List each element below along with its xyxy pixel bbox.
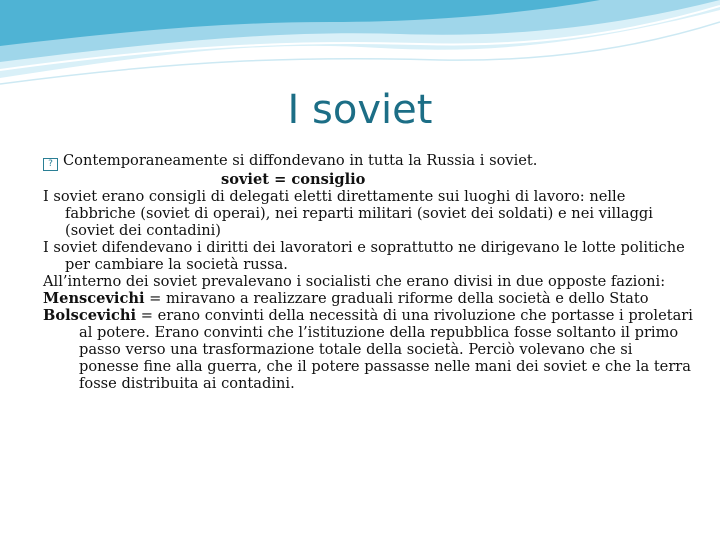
paragraph-menscevichi: [43, 290, 693, 307]
paragraph-composition: I soviet erano consigli di delegati eletti direttamente sui luoghi di lavoro: nelle fabbriche (soviet di operai), nei reparti militari (soviet dei soldati) e nei villaggi (soviet dei contadini): [43, 188, 653, 239]
term-menscevichi: Menscevichi: [43, 290, 145, 307]
header-wave-decoration: [0, 0, 720, 90]
paragraph-bolscevichi: [43, 307, 693, 392]
bullet-box-icon: ?: [43, 158, 58, 171]
text-line-1: Contemporaneamente si diffondevano in tutta la Russia i soviet.: [63, 152, 538, 169]
definition-line: soviet = consiglio: [221, 171, 366, 188]
paragraph-role: I soviet difendevano i diritti dei lavoratori e soprattutto ne dirigevano le lotte politiche per cambiare la società russa.: [43, 239, 685, 273]
bullet-line: [43, 152, 693, 171]
paragraph-factions: All’interno dei soviet prevalevano i socialisti che erano divisi in due opposte fazioni:: [43, 273, 666, 290]
definition-bolscevichi: = erano convinti della necessità di una rivoluzione che portasse i proletari al potere. Erano convinti che l’istituzione della repubblica fosse soltanto il primo passo verso una trasformazione totale della società. Perciò volevano che si ponesse fine alla guerra, che il potere passasse nelle mani dei soviet e che la terra fosse distribuita ai contadini.: [79, 307, 693, 392]
term-bolscevichi: Bolscevichi: [43, 307, 137, 324]
slide-title: I soviet: [287, 87, 433, 133]
definition-menscevichi: = miravano a realizzare graduali riforme della società e dello Stato: [144, 290, 649, 307]
slide-body: [43, 152, 693, 392]
